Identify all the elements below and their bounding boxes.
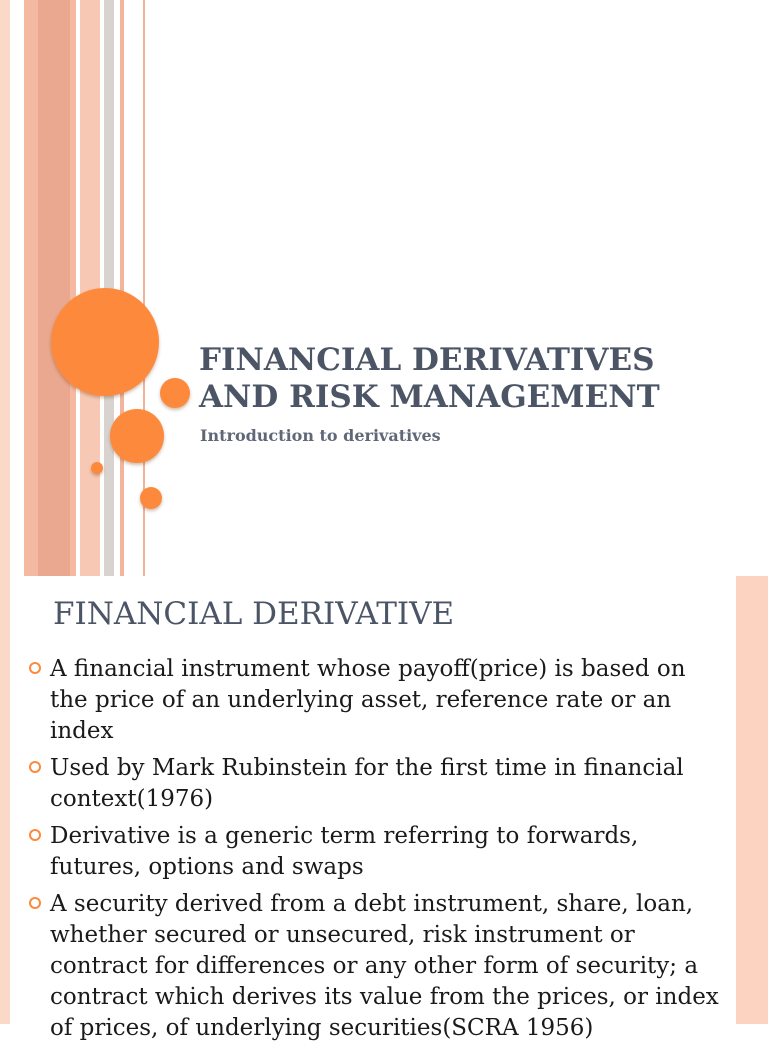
bullet-list bbox=[24, 654, 730, 1050]
bullet-text: Derivative is a generic term referring to forwards, futures, options and swaps bbox=[50, 823, 639, 880]
content-slide bbox=[0, 576, 768, 1041]
decorative-circle-medium bbox=[110, 409, 164, 463]
decorative-stripe bbox=[0, 576, 10, 1024]
title-line-2: AND RISK MANAGEMENT bbox=[199, 379, 660, 415]
slide-heading: FINANCIAL DERIVATIVE bbox=[53, 596, 455, 632]
slide-title bbox=[199, 342, 739, 416]
circle-bullet-icon bbox=[29, 897, 41, 909]
list-item bbox=[24, 654, 730, 747]
bullet-text: A financial instrument whose payoff(price) is based on the price of an underlying asset, reference rate or an index bbox=[50, 656, 686, 744]
decorative-stripe bbox=[0, 0, 10, 576]
circle-bullet-icon bbox=[29, 662, 41, 674]
bullet-text: A security derived from a debt instrument, share, loan, whether secured or unsecured, risk instrument or contract for differences or any other form of security; a contract which derives its value from the prices, or index of prices, of underlying securities(SCRA 1956) bbox=[50, 891, 719, 1041]
circle-bullet-icon bbox=[29, 829, 41, 841]
bullet-text: Used by Mark Rubinstein for the first time in financial context(1976) bbox=[50, 755, 684, 812]
decorative-circle-tiny bbox=[91, 462, 103, 474]
decorative-circle-large bbox=[51, 288, 159, 396]
decorative-circle-small bbox=[140, 487, 162, 509]
decorative-circle-small bbox=[160, 378, 190, 408]
decorative-stripe bbox=[38, 0, 70, 576]
list-item bbox=[24, 821, 730, 883]
list-item bbox=[24, 889, 730, 1044]
slide-subtitle: Introduction to derivatives bbox=[200, 426, 441, 445]
circle-bullet-icon bbox=[29, 761, 41, 773]
decorative-stripe bbox=[736, 576, 768, 1024]
list-item bbox=[24, 753, 730, 815]
decorative-stripe bbox=[120, 0, 124, 576]
title-line-1: FINANCIAL DERIVATIVES bbox=[199, 342, 655, 378]
